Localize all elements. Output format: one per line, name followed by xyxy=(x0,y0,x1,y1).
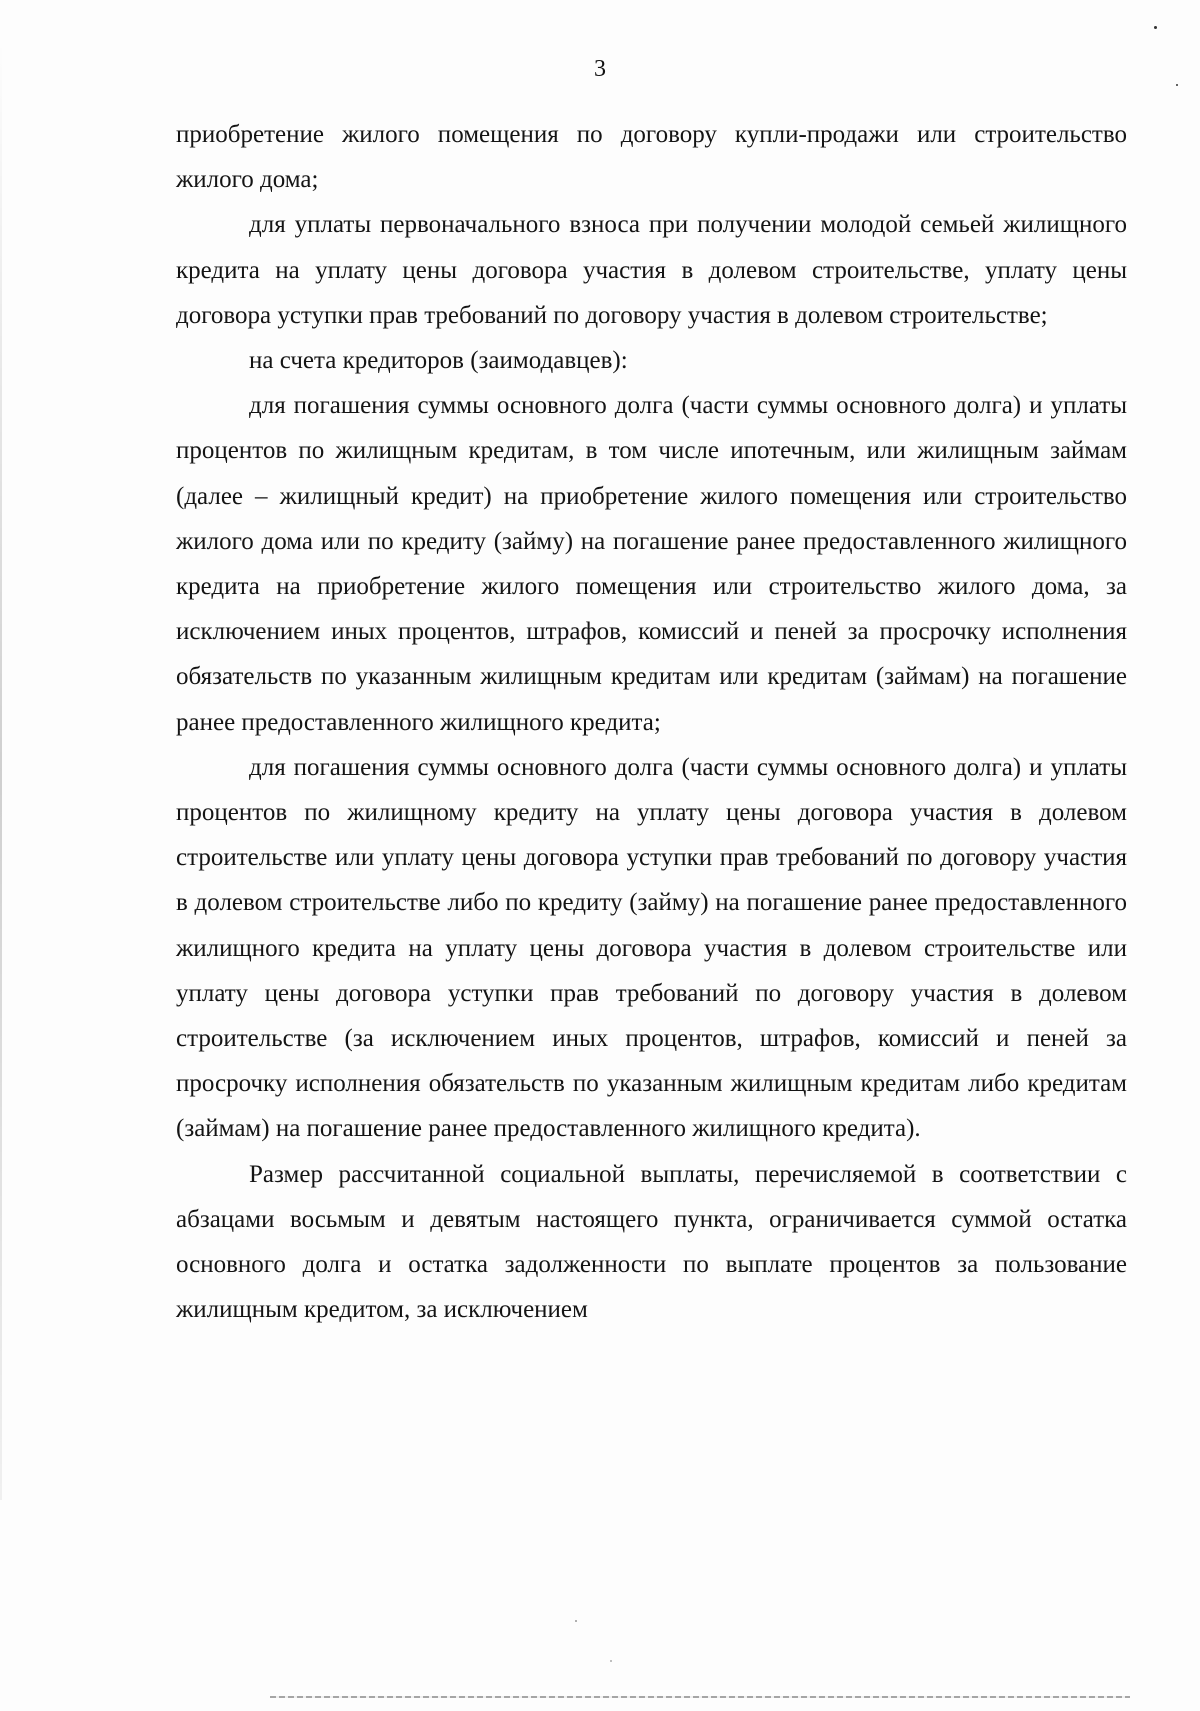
paragraph: для погашения суммы основного долга (части суммы основного долга) и уплаты процентов по жилищному кредиту на уплату цены договора участия в долевом строительстве или уплату цены договора уступки прав требований по договору участия в долевом строительстве либо по кредиту (займу) на погашение ранее предоставленного жилищного кредита на уплату цены договора участия в долевом строительстве или уплату цены договора уступки прав требований по договору участия в долевом строительстве (за исключением иных процентов, штрафов, комиссий и пеней за просрочку исполнения обязательств по указанным жилищным кредитам либо кредитам (займам) на погашение ранее предоставленного жилищного кредита). xyxy=(176,753,1127,1143)
scan-edge-bottom xyxy=(270,1696,1130,1698)
paragraph: Размер рассчитанной социальной выплаты, перечисляемой в соответствии с абзацами восьмым и девятым настоящего пункта, ограничивается суммой остатка основного долга и остатка задолженности по выплате процентов за пользование жилищным кредитом, за исключением xyxy=(176,1160,1127,1324)
scan-speck xyxy=(1154,26,1157,29)
paragraph: на счета кредиторов (заимодавцев): xyxy=(249,347,628,375)
scan-speck xyxy=(1176,84,1178,86)
page-number: 3 xyxy=(594,56,606,82)
paragraph-continuation: приобретение жилого помещения по договору купли-продажи или строительство жилого дома; xyxy=(176,121,1127,194)
scan-shadow-left xyxy=(0,40,2,1500)
paragraph: для уплаты первоначального взноса при получении молодой семьей жилищного кредита на уплату цены договора участия в долевом строительстве, уплату цены договора уступки прав требований по договору участия в долевом строительстве; xyxy=(176,211,1127,329)
scan-speck xyxy=(575,1620,577,1622)
paragraph: для погашения суммы основного долга (части суммы основного долга) и уплаты процентов по жилищным кредитам, в том числе ипотечным, или жилищным займам (далее – жилищный кредит) на приобретение жилого помещения или строительство жилого дома или по кредиту (займу) на погашение ранее предоставленного жилищного кредита на приобретение жилого помещения или строительство жилого дома, за исключением иных процентов, штрафов, комиссий и пеней за просрочку исполнения обязательств по указанным жилищным кредитам или кредитам (займам) на погашение ранее предоставленного жилищного кредита; xyxy=(176,392,1127,736)
scan-speck xyxy=(610,1660,612,1662)
document-body xyxy=(176,112,1127,1332)
